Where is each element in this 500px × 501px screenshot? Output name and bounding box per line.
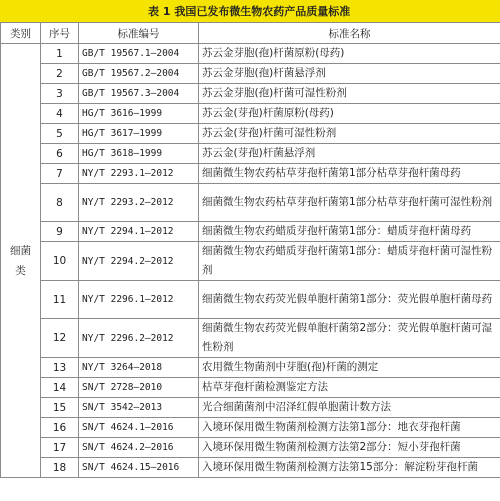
seq-cell: 14 (41, 378, 79, 398)
table-caption-bar (0, 0, 500, 23)
standard-code-cell: NY/T 2293.1—2012 (79, 164, 199, 184)
standard-name-cell: 细菌微生物农药荧光假单胞杆菌第2部分：荧光假单胞杆菌可湿性粉剂 (199, 319, 500, 358)
table-row (1, 44, 500, 64)
seq-cell: 11 (41, 281, 79, 319)
seq-cell: 12 (41, 319, 79, 358)
standard-code-cell: HG/T 3617—1999 (79, 124, 199, 144)
seq-cell: 4 (41, 104, 79, 124)
seq-cell: 1 (41, 44, 79, 64)
header-code: 标准编号 (79, 23, 199, 44)
standard-name-cell: 苏云金芽胞(孢)杆菌可湿性粉剂 (199, 84, 500, 104)
standard-code-cell: NY/T 2294.2—2012 (79, 242, 199, 281)
seq-cell: 15 (41, 398, 79, 418)
standard-name-cell: 苏云金(芽孢)杆菌悬浮剂 (199, 144, 500, 164)
standard-name-cell: 入境环保用微生物菌剂检测方法第15部分：解淀粉芽孢杆菌 (199, 458, 500, 478)
table-row (1, 124, 500, 144)
seq-cell: 2 (41, 64, 79, 84)
standard-code-cell: NY/T 2296.1—2012 (79, 281, 199, 319)
standard-code-cell: HG/T 3618—1999 (79, 144, 199, 164)
header-row (1, 23, 500, 44)
table-row (1, 319, 500, 358)
seq-cell: 7 (41, 164, 79, 184)
standard-code-cell: SN/T 4624.1—2016 (79, 418, 199, 438)
seq-cell: 17 (41, 438, 79, 458)
standard-name-cell: 细菌微生物农药枯草芽孢杆菌第1部分枯草芽孢杆菌母药 (199, 164, 500, 184)
header-category: 类别 (1, 23, 41, 44)
standard-code-cell: NY/T 2296.2—2012 (79, 319, 199, 358)
table-row (1, 184, 500, 222)
standard-name-cell: 入境环保用微生物菌剂检测方法第1部分：地衣芽孢杆菌 (199, 418, 500, 438)
table-row (1, 164, 500, 184)
standard-name-cell: 农用微生物菌剂中芽胞(孢)杆菌的测定 (199, 358, 500, 378)
standard-code-cell: HG/T 3616—1999 (79, 104, 199, 124)
seq-cell: 3 (41, 84, 79, 104)
standard-name-cell: 细菌微生物农药蜡质芽孢杆菌第1部分：蜡质芽孢杆菌母药 (199, 222, 500, 242)
standard-code-cell: GB/T 19567.3—2004 (79, 84, 199, 104)
standard-name-cell: 细菌微生物农药枯草芽孢杆菌第1部分枯草芽孢杆菌可湿性粉剂 (199, 184, 500, 222)
seq-cell: 16 (41, 418, 79, 438)
table-row (1, 281, 500, 319)
seq-cell: 18 (41, 458, 79, 478)
standard-name-cell: 枯草芽孢杆菌检测鉴定方法 (199, 378, 500, 398)
table-row (1, 438, 500, 458)
standard-code-cell: GB/T 19567.2—2004 (79, 64, 199, 84)
standard-name-cell: 入境环保用微生物菌剂检测方法第2部分：短小芽孢杆菌 (199, 438, 500, 458)
standard-code-cell: GB/T 19567.1—2004 (79, 44, 199, 64)
standard-name-cell: 苏云金(芽孢)杆菌原粉(母药) (199, 104, 500, 124)
standard-name-cell: 苏云金芽胞(孢)杆菌悬浮剂 (199, 64, 500, 84)
seq-cell: 6 (41, 144, 79, 164)
standard-name-cell: 光合细菌菌剂中沼泽红假单胞菌计数方法 (199, 398, 500, 418)
header-name: 标准名称 (199, 23, 500, 44)
table-row (1, 242, 500, 281)
table-caption: 表 1 我国已发布微生物农药产品质量标准 (148, 5, 351, 18)
standard-name-cell: 苏云金芽胞(孢)杆菌原粉(母药) (199, 44, 500, 64)
standard-name-cell: 苏云金(芽孢)杆菌可湿性粉剂 (199, 124, 500, 144)
table-row (1, 104, 500, 124)
header-seq: 序号 (41, 23, 79, 44)
category-label: 细菌类 (10, 244, 31, 277)
standards-table (0, 22, 500, 478)
standard-code-cell: NY/T 2293.2—2012 (79, 184, 199, 222)
table-row (1, 398, 500, 418)
table-row (1, 458, 500, 478)
seq-cell: 8 (41, 184, 79, 222)
seq-cell: 10 (41, 242, 79, 281)
table-row (1, 84, 500, 104)
standard-name-cell: 细菌微生物农药蜡质芽孢杆菌第1部分：蜡质芽孢杆菌可湿性粉剂 (199, 242, 500, 281)
standard-code-cell: SN/T 4624.2—2016 (79, 438, 199, 458)
table-row (1, 144, 500, 164)
seq-cell: 13 (41, 358, 79, 378)
table-row (1, 418, 500, 438)
table-row (1, 64, 500, 84)
seq-cell: 9 (41, 222, 79, 242)
standard-code-cell: NY/T 3264—2018 (79, 358, 199, 378)
standard-code-cell: SN/T 2728—2010 (79, 378, 199, 398)
seq-cell: 5 (41, 124, 79, 144)
standard-code-cell: NY/T 2294.1—2012 (79, 222, 199, 242)
standard-code-cell: SN/T 4624.15—2016 (79, 458, 199, 478)
table-row (1, 358, 500, 378)
table-row (1, 378, 500, 398)
standard-code-cell: SN/T 3542—2013 (79, 398, 199, 418)
table-row (1, 222, 500, 242)
category-cell (1, 44, 41, 478)
standard-name-cell: 细菌微生物农药荧光假单胞杆菌第1部分：荧光假单胞杆菌母药 (199, 281, 500, 319)
